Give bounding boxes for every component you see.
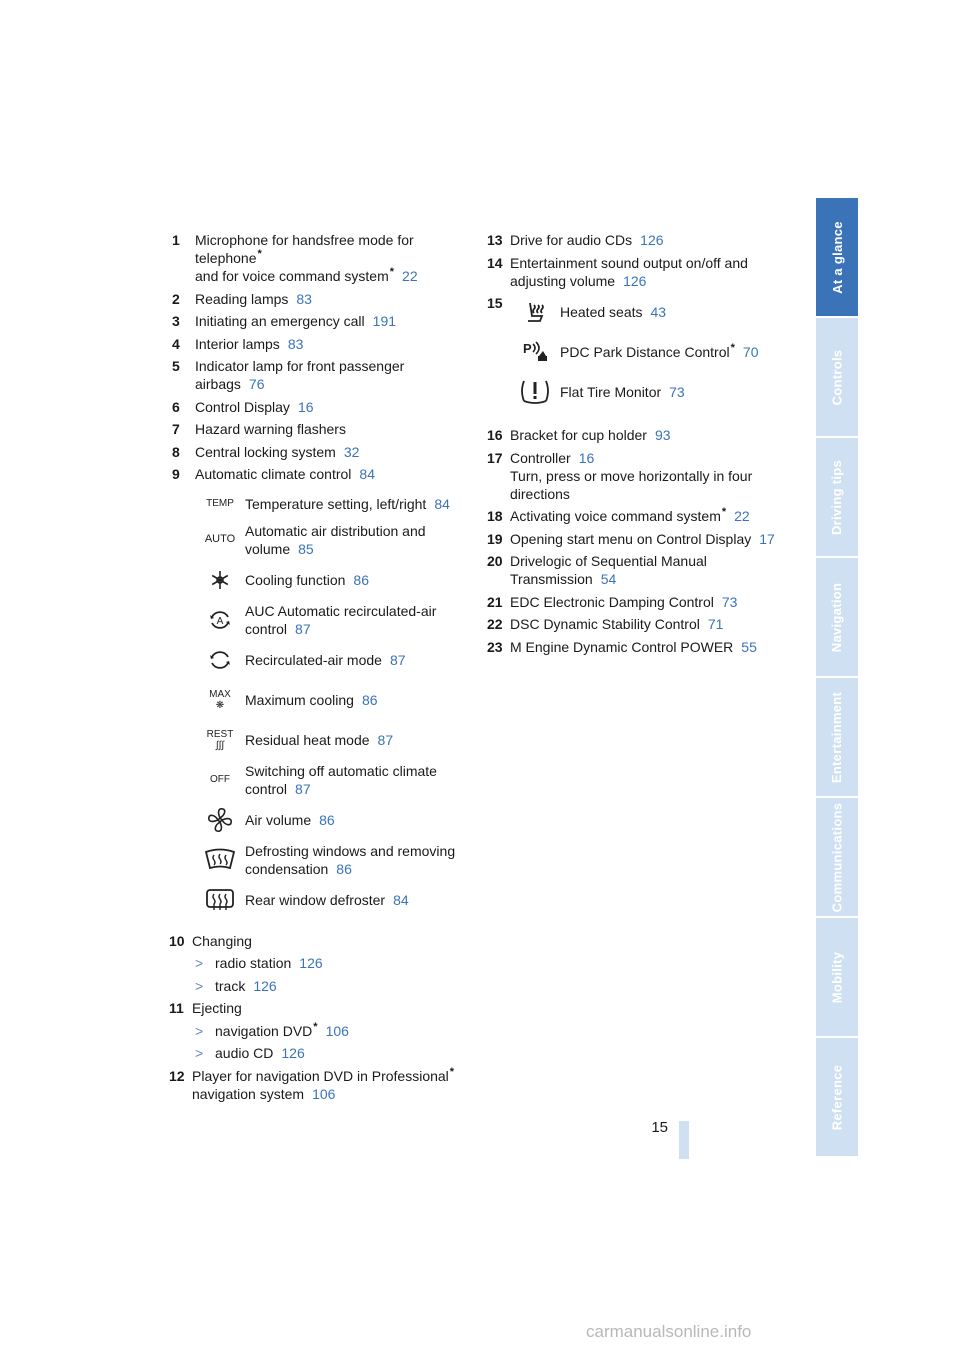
icon-desc: Temperature setting, left/right [245,495,427,512]
icon-row [195,880,467,920]
item-text: Reading lamps [195,290,289,307]
item-number: 23 [487,638,503,655]
item-number: 19 [487,530,503,547]
item-text: and for voice command system [195,268,389,284]
sub-item [195,954,467,972]
item-number: 6 [172,398,180,415]
section-tabs [816,198,858,1160]
list-item-7 [172,420,467,438]
asterisk-mark: * [449,1065,455,1078]
icon-row [195,800,467,840]
arrow-bullet-icon: > [195,955,204,971]
icon-row [195,600,467,640]
list-item-5 [172,357,467,393]
page-ref-link[interactable]: 86 [319,811,335,828]
page-ref-link[interactable]: 106 [325,1022,349,1039]
page-ref-link[interactable]: 73 [721,593,738,610]
page-ref-link[interactable]: 87 [295,780,311,797]
page-ref-link[interactable]: 86 [353,571,369,588]
list-item-8 [172,443,467,461]
item-number: 4 [172,335,180,352]
item-text: Turn, press or move horizontally in four directions [510,467,753,502]
item-text: Controller [510,449,571,466]
list-item-19 [487,530,787,548]
item-text: Initiating an emergency call [195,313,365,329]
item-number: 16 [487,427,503,443]
page-ref-link[interactable]: 17 [759,530,775,547]
list-item-22 [487,615,787,633]
page-ref-link[interactable]: 16 [297,398,314,415]
icon-row [510,292,787,332]
item-text: Drive for audio CDs [510,232,633,248]
list-item-23 [487,638,787,656]
page-ref-link[interactable]: 73 [669,384,685,400]
icon-desc: Air volume [245,811,312,828]
item-text: Drivelogic of Sequential Manual Transmission [510,553,707,587]
page-ref-link[interactable]: 71 [707,616,724,632]
list-item-20 [487,552,787,588]
item-number: 8 [172,443,180,460]
icon-row [195,840,467,880]
icon-row [195,520,467,560]
page-ref-link[interactable]: 87 [389,651,406,668]
item-text: M Engine Dynamic Control POWER [510,638,734,655]
page-ref-link[interactable]: 84 [359,466,375,482]
item-text: Interior lamps [195,335,280,352]
item-text: Changing [192,932,252,949]
icon-row [195,720,467,760]
list-item-18 [487,507,787,525]
page-ref-link[interactable]: 126 [640,232,664,248]
tab-communications[interactable]: Communications [816,798,858,916]
item-number: 9 [172,466,180,482]
item-text: navigation system [192,1085,305,1102]
icon-desc: Cooling function [245,571,346,588]
item-text: Central locking system [195,443,336,460]
item-text: Player for navigation DVD in Professional [192,1067,449,1084]
list-item-21 [487,593,787,611]
tab-entertainment[interactable]: Entertainment [816,678,858,796]
list-item-12 [169,1065,467,1103]
item-number: 7 [172,421,180,437]
tab-driving-tips[interactable]: Driving tips [816,438,858,556]
snowflake-icon [195,569,245,591]
icon-desc: PDC Park Distance Control [560,344,730,360]
item-text: EDC Electronic Damping Control [510,593,714,610]
item-number: 21 [487,593,503,610]
heated-seat-icon [510,299,560,325]
page-ref-link[interactable]: 126 [253,977,277,994]
rest-heat-icon: REST ∫∫∫ [206,728,234,751]
icon-row [195,760,467,800]
item-number: 5 [172,358,180,374]
icon-row [195,680,467,720]
rear-defrost-icon [195,887,245,913]
arrow-bullet-icon: > [195,1022,204,1039]
icon-desc: Switching off automatic climate control [245,762,437,797]
max-cooling-icon: MAX ❋ [209,688,231,711]
tab-at-a-glance[interactable]: At a glance [816,198,858,316]
item-text: Hazard warning flashers [195,421,346,437]
page-number-bar [679,1121,689,1159]
page-ref-link[interactable]: 83 [287,335,304,352]
icon-desc: Maximum cooling [245,691,354,708]
page-ref-link[interactable]: 85 [298,540,314,557]
asterisk-mark: * [257,248,262,261]
page-ref-link[interactable]: 32 [343,443,360,460]
list-item-16 [487,426,787,444]
page-ref-link[interactable]: 83 [296,290,312,307]
list-item-17 [487,449,787,503]
icon-desc: Flat Tire Monitor [560,384,662,400]
asterisk-mark: * [721,506,727,519]
icon-row [510,372,787,412]
page-ref-link[interactable]: 84 [393,891,409,908]
page-ref-link[interactable]: 86 [336,860,352,877]
item-text: Bracket for cup holder [510,427,647,443]
sub-item [195,1044,467,1062]
list-item-1 [172,231,467,285]
page-ref-link[interactable]: 87 [377,731,394,748]
asterisk-mark: * [313,1020,318,1033]
climate-icon-table [195,488,467,920]
page-ref-link[interactable]: 126 [623,272,647,289]
list-item-9 [172,465,467,483]
icon-row [195,560,467,600]
arrow-bullet-icon: > [195,977,204,994]
icon-desc: Automatic air distribution and volume [245,522,426,557]
page-ref-link[interactable]: 55 [741,638,757,655]
tab-reference[interactable]: Reference [816,1038,858,1156]
item-number: 20 [487,553,503,569]
item-text: Automatic climate control [195,466,352,482]
pdc-icon [510,340,560,364]
list-item-2 [172,290,467,308]
item-number: 11 [169,1000,184,1016]
icon-desc: Heated seats [560,304,643,320]
sub-text: radio station [215,955,292,971]
right-column [487,231,787,660]
item-text: Control Display [195,398,290,415]
list-item-10 [169,932,467,950]
page-ref-link[interactable]: 70 [742,344,759,360]
item-number: 2 [172,290,180,307]
list-item-3 [172,312,467,330]
page-ref-link[interactable]: 54 [600,571,617,587]
svg-text:A: A [216,615,224,627]
item-15-icon-table [510,292,787,412]
page-ref-link[interactable]: 76 [248,376,265,392]
page-ref-link[interactable]: 86 [361,691,378,708]
auto-icon: AUTO [204,533,236,545]
item-text: Opening start menu on Control Display [510,530,752,547]
item-text: DSC Dynamic Stability Control [510,616,700,632]
item-text: Indicator lamp for front passenger airbags [195,358,405,392]
icon-row [195,640,467,680]
list-item-11 [169,999,467,1017]
icon-desc: AUC Automatic recirculated-air control [245,602,437,637]
arrow-bullet-icon: > [195,1045,204,1061]
item-text: Ejecting [192,1000,242,1016]
icon-desc: Rear window defroster [245,891,386,908]
asterisk-mark: * [389,266,395,279]
item-number: 1 [172,232,180,248]
sub-item [195,977,467,995]
page-ref-link[interactable]: 191 [372,313,397,329]
icon-desc: Recirculated-air mode [245,651,382,668]
sub-text: navigation DVD [215,1022,313,1039]
page-ref-link[interactable]: 126 [299,955,323,971]
list-item-14 [487,254,787,290]
item-text: Activating voice command system [510,508,721,524]
asterisk-mark: * [730,342,735,355]
item-number: 15 [487,295,503,311]
item-number: 10 [169,932,185,949]
temp-icon: TEMP [206,498,234,509]
page-ref-link[interactable]: 22 [402,268,418,284]
off-icon: OFF [210,774,230,785]
page-ref-link[interactable]: 126 [281,1045,305,1061]
left-column [169,231,467,1107]
item-number: 22 [487,616,503,632]
list-item-6 [172,398,467,416]
tab-navigation[interactable]: Navigation [816,558,858,676]
sub-item [195,1022,467,1040]
page-ref-link[interactable]: 22 [734,508,750,524]
tab-controls[interactable]: Controls [816,318,858,436]
fan-icon [195,805,245,835]
item-text: Microphone for handsfree mode for telephone [195,232,414,266]
page-ref-link[interactable]: 16 [578,449,595,466]
item-number: 18 [487,508,503,524]
item-text: Entertainment sound output on/off and adjusting volume [510,254,748,289]
item-number: 14 [487,254,503,271]
svg-text:P: P [523,341,532,356]
list-item-13 [487,231,787,249]
page-number: 15 [651,1119,668,1136]
item-number: 17 [487,449,503,466]
footer-watermark: carmanualsonline.info [586,1322,752,1341]
page-ref-link[interactable]: 87 [295,620,311,637]
list-item-4 [172,335,467,353]
page-ref-link[interactable]: 84 [434,495,450,512]
item-number: 13 [487,232,503,248]
icon-desc: Residual heat mode [245,731,370,748]
icon-row [510,332,787,372]
page-ref-link[interactable]: 106 [312,1085,336,1102]
icon-row [195,488,467,520]
item-number: 12 [169,1067,185,1084]
sub-text: track [215,977,246,994]
tab-mobility[interactable]: Mobility [816,918,858,1036]
windshield-defrost-icon [195,847,245,873]
recirculation-icon [195,647,245,673]
page-ref-link[interactable]: 93 [654,427,671,443]
item-number: 3 [172,313,180,329]
sub-text: audio CD [215,1045,274,1061]
page-ref-link[interactable]: 43 [650,304,667,320]
icon-desc: Defrosting windows and removing condensation [245,842,456,877]
flat-tire-icon [510,377,560,407]
auc-recirculation-icon [195,607,245,633]
